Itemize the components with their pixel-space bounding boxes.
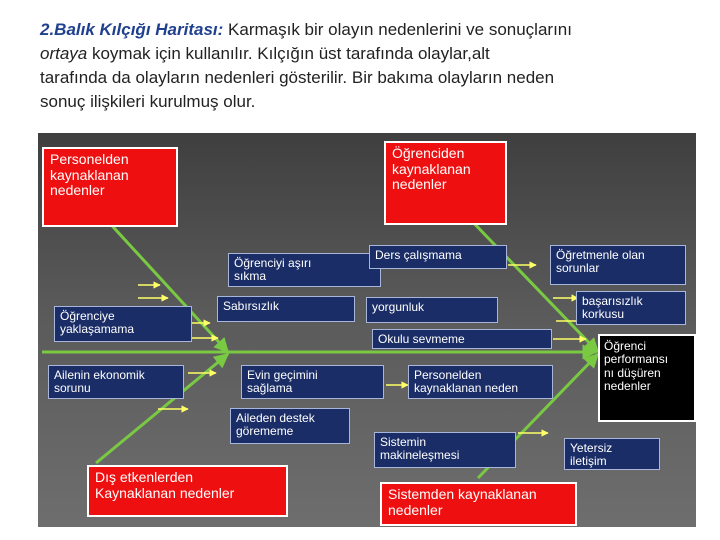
intro-line-4: sonuç ilişkileri kurulmuş olur.: [40, 92, 256, 111]
cause-basarisizlik-korkusu: başarısızlık korkusu: [576, 291, 686, 325]
category-external: Dış etkenlerden Kaynaklanan nedenler: [87, 465, 288, 517]
cause-yetersiz-iletisim: Yetersiz iletişim: [564, 438, 660, 470]
intro-paragraph: [40, 18, 690, 114]
cause-sabirsizlik: Sabırsızlık: [217, 296, 355, 322]
category-student: Öğrenciden kaynaklanan nedenler: [384, 141, 507, 225]
intro-line-1: [40, 18, 690, 42]
cause-ogretmenle-olan-sorunlar: Öğretmenle olan sorunlar: [550, 245, 686, 285]
cause-personelden-kaynaklanan-neden: Personelden kaynaklanan neden: [408, 365, 553, 399]
cause-sistemin-makinelesmesi: Sistemin makineleşmesi: [374, 432, 516, 468]
cause-yorgunluk: yorgunluk: [366, 297, 498, 323]
intro-line1-rest: Karmaşık bir olayın nedenlerini ve sonuçlarını: [223, 20, 572, 39]
effect-ogrenci-performansi: Öğrenci performansı nı düşüren nedenler: [598, 334, 696, 422]
intro-line2-rest: koymak için kullanılır. Kılçığın üst tarafında olaylar,alt: [87, 44, 490, 63]
cause-evin-gecimini-saglama: Evin geçimini sağlama: [241, 365, 384, 399]
cause-okulu-sevmeme: Okulu sevmeme: [372, 329, 552, 349]
intro-line-3: tarafında da olayların nedenleri gösterilir. Bir bakıma olayların neden: [40, 68, 555, 87]
category-personnel: Personelden kaynaklanan nedenler: [42, 147, 178, 227]
intro-line-2: [40, 42, 690, 66]
intro-line2-emphasis: ortaya: [40, 44, 88, 63]
cause-aileden-destek-goremme: Aileden destek görememe: [230, 408, 350, 444]
cause-ailenin-ekonomik-sorunu: Ailenin ekonomik sorunu: [48, 365, 184, 399]
cause-ders-calismama: Ders çalışmama: [369, 245, 507, 269]
intro-title: 2.Balık Kılçığı Haritası:: [40, 20, 224, 39]
cause-ogrenciyi-asiri-sikma: Öğrenciyi aşırı sıkma: [228, 253, 381, 287]
category-system: Sistemden kaynaklanan nedenler: [380, 482, 577, 526]
cause-ogrenciye-yaklasamama: Öğrenciye yaklaşamama: [54, 306, 192, 342]
fishbone-diagram: [38, 133, 696, 527]
